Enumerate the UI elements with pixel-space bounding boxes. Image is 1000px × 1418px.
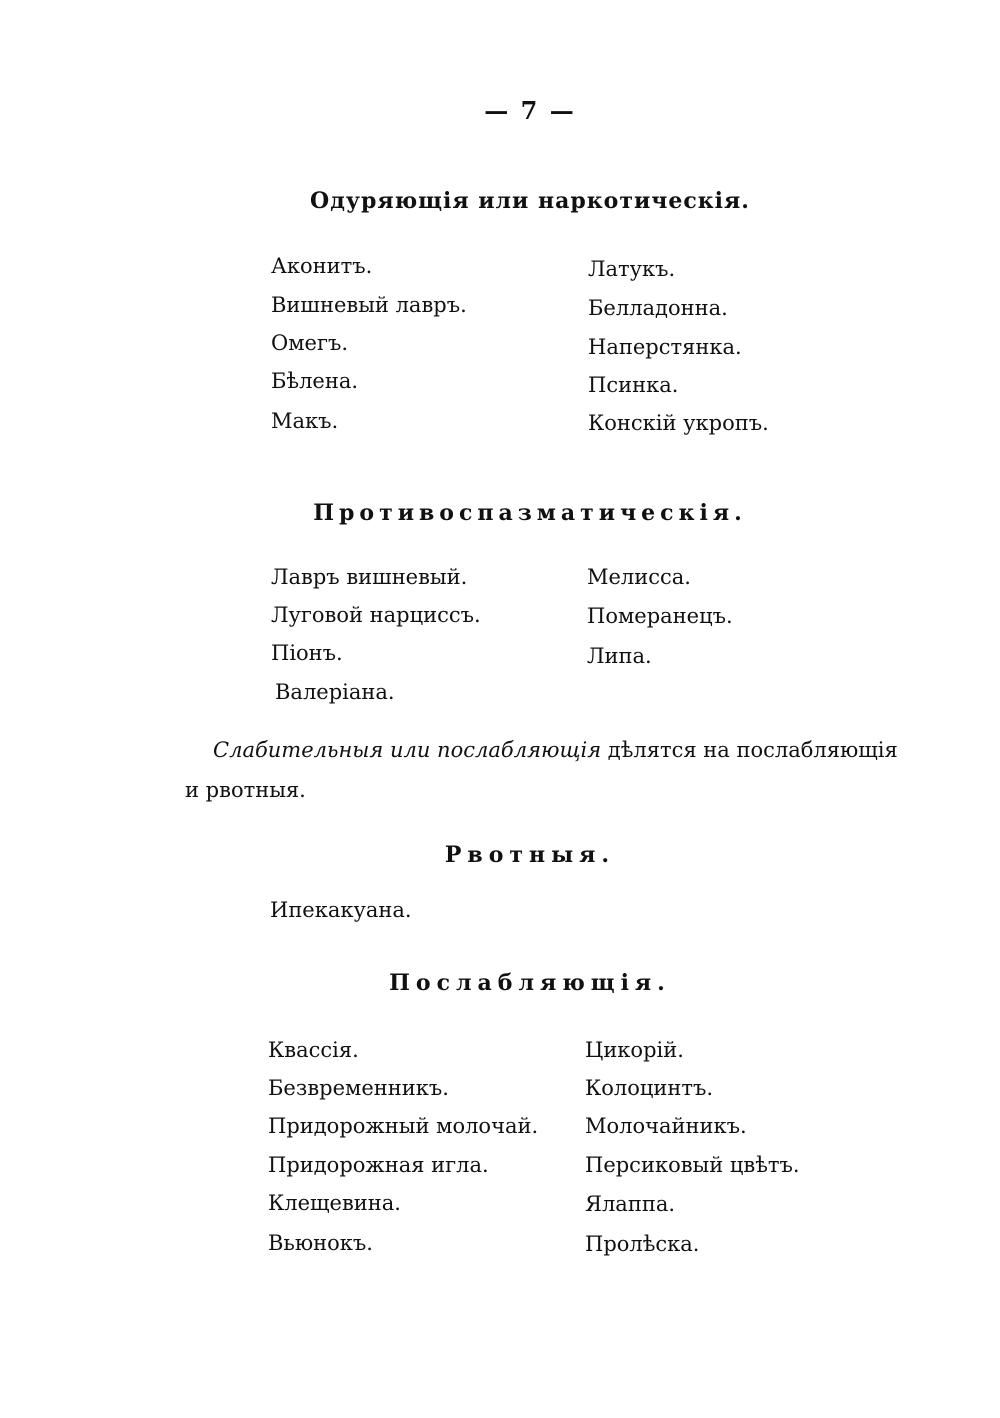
list-item: Вьюнокъ. — [268, 1231, 373, 1255]
paragraph-italic-term: Слабительныя или послабляющія — [213, 738, 602, 762]
list-item: Белладонна. — [588, 296, 728, 320]
list-item: Липа. — [587, 644, 652, 668]
list-item: Ялаппа. — [585, 1192, 676, 1216]
section-heading-narcotic: Одуряющія или наркотическія. — [310, 188, 750, 214]
list-item: Пролѣска. — [585, 1232, 700, 1256]
list-item: Персиковый цвѣтъ. — [585, 1153, 800, 1177]
list-item: Цикорій. — [585, 1038, 684, 1062]
list-item: Квассія. — [268, 1038, 359, 1062]
list-item: Псинка. — [588, 373, 679, 397]
list-item: Наперстянка. — [588, 335, 742, 359]
list-item: Придорожная игла. — [268, 1153, 489, 1177]
list-item: Ипекакуана. — [270, 898, 412, 922]
list-item: Молочайникъ. — [585, 1114, 747, 1138]
page-number: — 7 — — [484, 96, 576, 125]
list-item: Піонъ. — [271, 641, 343, 665]
list-item: Лавръ вишневый. — [271, 565, 468, 589]
list-item: Придорожный молочай. — [268, 1114, 539, 1138]
list-item: Латукъ. — [588, 257, 676, 281]
list-item: Безвременникъ. — [268, 1076, 449, 1100]
paragraph-text: дѣлятся на послабляющія — [601, 738, 898, 762]
list-item: Конскій укропъ. — [588, 411, 769, 435]
paragraph-line-1 — [213, 740, 898, 761]
section-heading-antispasm: Противоспазматическія. — [313, 500, 747, 526]
section-heading-laxative: Послабляющія. — [389, 970, 671, 996]
list-item: Мелисса. — [587, 565, 691, 589]
list-item: Клещевина. — [268, 1191, 401, 1215]
list-item: Луговой нарциссъ. — [271, 603, 481, 627]
list-item: Колоцинтъ. — [585, 1076, 714, 1100]
paragraph-line-2: и рвотныя. — [185, 778, 306, 802]
list-item: Вишневый лавръ. — [271, 293, 467, 317]
list-item: Аконитъ. — [271, 254, 373, 278]
section-heading-emetic: Рвотныя. — [444, 842, 616, 868]
list-item: Омегъ. — [271, 331, 349, 355]
list-item: Макъ. — [271, 409, 339, 433]
list-item: Бѣлена. — [271, 369, 359, 393]
list-item: Валеріана. — [275, 680, 395, 704]
list-item: Померанецъ. — [587, 604, 733, 628]
